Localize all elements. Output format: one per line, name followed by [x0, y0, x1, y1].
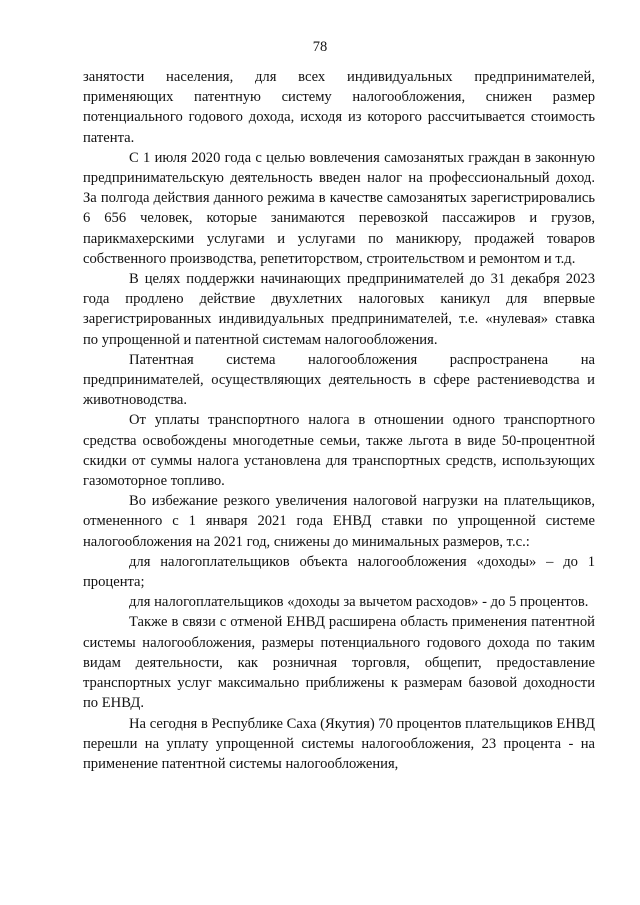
paragraph-yakutia-stats: На сегодня в Республике Саха (Якутия) 70 процентов плательщиков ЕНВД перешли на уплату упрощенной системы налогообложения, 23 процента - на применение патентной системы налогообложения, — [83, 715, 595, 772]
paragraph-patent-system: Патентная система налогообложения распространена на предпринимателей, осуществляющих деятельность в сфере растениеводства и животноводства. — [83, 351, 595, 409]
paragraph-continuation: занятости населения, для всех индивидуальных предпринимателей, применяющих патентную систему налогообложения, снижен размер потенциального годового дохода, исходя из которого рассчитывается стоимость патента. — [83, 69, 595, 146]
body-text — [83, 67, 595, 774]
paragraph-tax-burden: Во избежание резкого увеличения налоговой нагрузки на плательщиков, отмененного с 1 января 2021 года ЕНВД ставки по упрощенной системе налогообложения на 2021 год, снижены до минимальных размеров, т.с.: — [83, 493, 595, 550]
paragraph-tax-holidays: В целях поддержки начинающих предпринимателей до 31 декабря 2023 года продлено действие двухлетних налоговых каникул для впервые зарегистрированных индивидуальных предпринимателей, т.е. «нулевая» ставка по упрощенной и патентной системам налогообложения. — [83, 271, 595, 348]
page-number: 78 — [312, 39, 328, 55]
paragraph-list-item-income: для налогоплательщиков объекта налогообложения «доходы» – до 1 процента; — [83, 553, 595, 591]
paragraph-transport-tax: От уплаты транспортного налога в отношении одного транспортного средства освобождены многодетные семьи, также льгота в виде 50-процентной скидки от суммы налога установлена для транспортных средств, использующих газомоторное топливо. — [83, 412, 595, 490]
paragraph-list-item-income-minus-expenses: для налогоплательщиков «доходы за вычетом расходов» - до 5 процентов. — [129, 594, 589, 611]
paragraph-self-employed-tax: С 1 июля 2020 года с целью вовлечения самозанятых граждан в законную предпринимательскую деятельность введен налог на профессиональный доход. За полгода действия данного режима в качестве самозанятых зарегистрировались 6 656 человек, которые занимаются перевозкой пассажиров и грузов, парикмахерскими услугами и услугами по маникюру, продажей товаров собственного производства, репетиторством, строительством и ремонтом и т.д. — [83, 149, 595, 267]
paragraph-patent-expansion: Также в связи с отменой ЕНВД расширена область применения патентной системы налогообложения, размеры потенциального годового дохода по таким видам деятельности, как розничная торговля, общепит, предоставление транспортных услуг максимально приближены к размерам базовой доходности по ЕНВД. — [83, 614, 595, 712]
